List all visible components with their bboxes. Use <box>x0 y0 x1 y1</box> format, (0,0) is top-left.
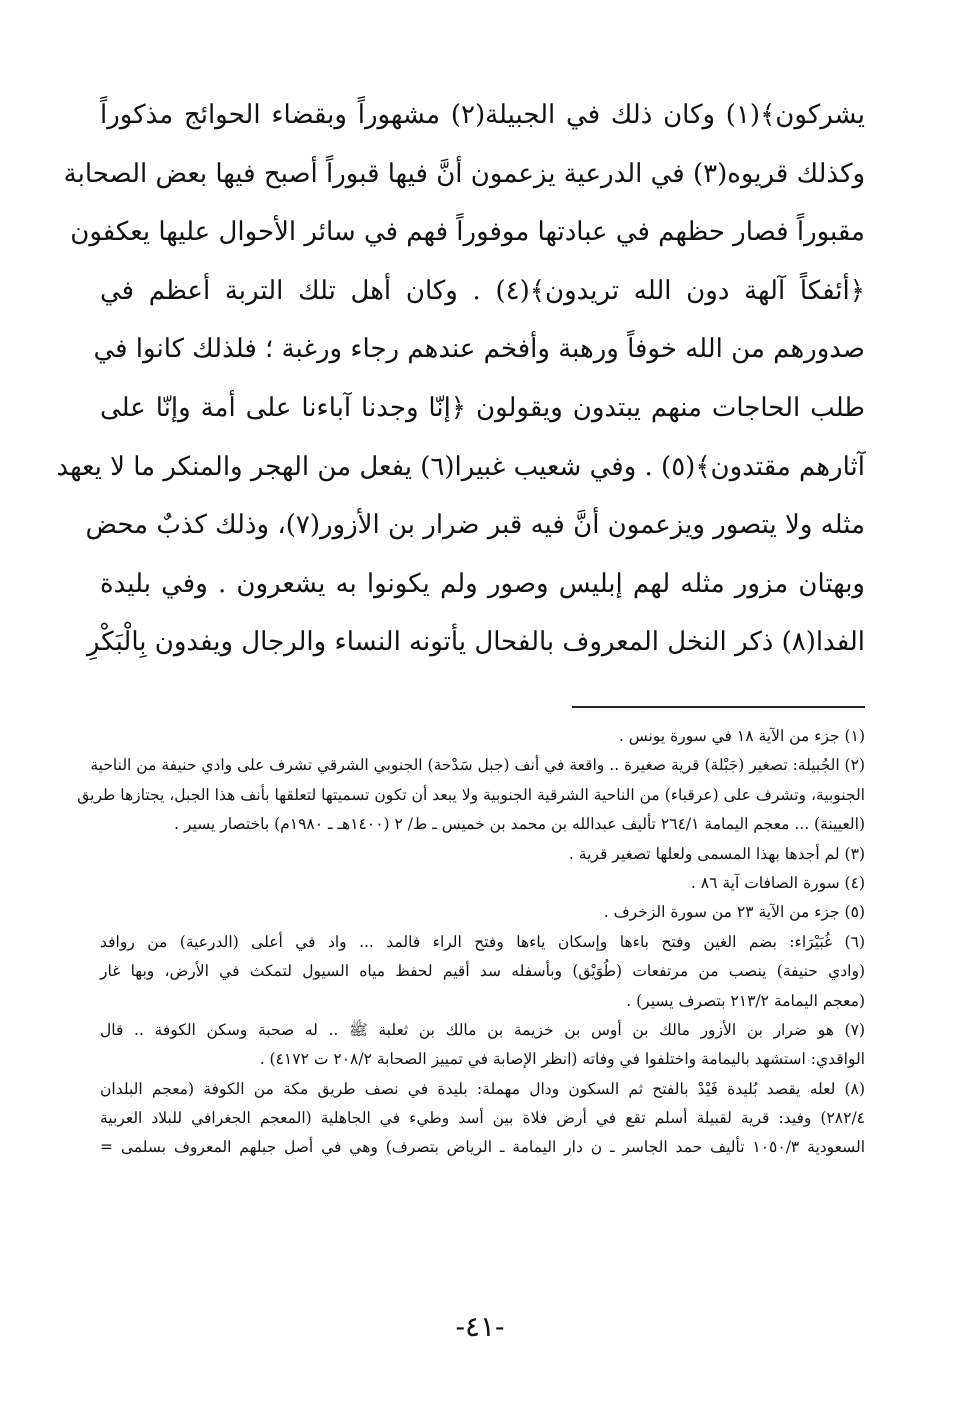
body-line: ﴿أئفكاً آلهة دون الله تريدون﴾(٤) . وكان أهل تلك التربة أعظم في <box>100 275 866 306</box>
footnote-line: (٣) لم أجدها بهذا المسمى ولعلها تصغير قرية . <box>568 844 865 863</box>
body-line: طلب الحاجات منهم يبتدون ويقولون ﴿إنّا وجدنا آباءنا على أمة وإنّا على <box>100 392 865 423</box>
body-line: وكذلك قريوه(٣) في الدرعية يزعمون أنَّ فيها قبوراً أصبح فيها بعض الصحابة <box>63 158 865 189</box>
page-number: -٤١- <box>455 1310 505 1343</box>
body-line: الفدا(٨) ذكر النخل المعروف بالفحال يأتونه النساء والرجال ويفدون بِالْبَكْرِ <box>86 627 865 658</box>
footnote-line: (٥) جزء من الآية ٢٣ من سورة الزخرف . <box>603 903 865 922</box>
footnote-line: (٢) الجُبيلة: تصغير (جَبْلة) قرية صغيرة .. واقعة في أنف (جبل سَدْحة) الجنوبي الشرقي تشرف على وادي حنيفة من الناحية <box>90 756 865 775</box>
footnote-line: (العيينة) ... معجم اليمامة ٢٦٤/١ تأليف عبدالله بن محمد بن خميس ـ ط/ ٢ (١٤٠٠هـ ـ ١٩٨٠م) باختصار يسير . <box>174 815 865 834</box>
body-line: يشركون﴾(١) وكان ذلك في الجبيلة(٢) مشهوراً وبقضاء الحوائج مذكوراً <box>100 100 865 130</box>
footnote-line: (وادي حنيفة) ينصب من مرتفعات (طُوَيْق) وبأسفله سد أقيم لحفظ مياه السيول لتمكث في الأرض، وبها غار <box>100 962 865 981</box>
main-text <box>56 86 866 672</box>
footnote-line: (معجم اليمامة ٢١٣/٢ بتصرف يسير) . <box>626 991 865 1010</box>
footnote-separator <box>572 706 865 708</box>
footnote-line: ٢٨٢/٤) وفيد: قرية لقبيلة أسلم تقع في أرض فلاة بين أسد وطيء في الجاهلية (المعجم الجغرافي للبلاد العربية <box>100 1109 865 1128</box>
body-line: صدورهم من الله خوفاً ورهبة وأفخم عندهم رجاء ورغبة ؛ فلذلك كانوا في <box>93 334 865 365</box>
body-line: مقبوراً فصار حظهم في عبادتها موفوراً فهم في سائر الأحوال عليها يعكفون <box>70 217 865 248</box>
footnote-line: (٧) هو ضرار بن الأزور مالك بن أوس بن خزيمة بن مالك بن ثعلبة ﷺ .. له صحبة وسكن الكوفة .. قال <box>100 1020 865 1039</box>
footnote-line: (٦) غُبَيْرَاء: بضم الغين وفتح باءها وإسكان ياءها وفتح الراء فالمد ... واد في أعلى (الدرعية) من روافد <box>100 932 865 951</box>
footnote-line: (١) جزء من الآية ١٨ في سورة يونس . <box>618 727 865 745</box>
body-line: وبهتان مزور مثله لهم إبليس وصور ولم يكونوا به يشعرون . وفي بليدة <box>100 568 865 599</box>
body-line: مثله ولا يتصور ويزعمون أنَّ فيه قبر ضرار بن الأزور(٧)، وذلك كذبٌ محض <box>85 510 865 541</box>
footnotes <box>77 722 865 1163</box>
footnote-line: (٤) سورة الصافات آية ٨٦ . <box>690 873 865 892</box>
footnote-line: الواقدي: استشهد باليمامة واختلفوا في وفاته (انظر الإصابة في تمييز الصحابة ٢٠٨/٢ ت ٤١٧٢) . <box>259 1050 865 1069</box>
footnote-line: السعودية ١٠٥٠/٣ تأليف حمد الجاسر ـ ن دار اليمامة ـ الرياض بتصرف) وهي في أصل جبلهم المعروف بسلمى = <box>100 1138 865 1157</box>
body-line: آثارهم مقتدون﴾(٥) . وفي شعيب غبيرا(٦) يفعل من الهجر والمنكر ما لا يعهد <box>56 451 865 482</box>
footnote-line: الجنوبية، وتشرف على (عرقباء) من الناحية الشرقية الجنوبية ولا يبعد أن تكون تسميتها لتعلقها بأنف هذا الجبل، يجتازها طريق <box>77 785 865 804</box>
footnote-line: (٨) لعله يقصد بُليدة فَيْدْ بالفتح ثم السكون ودال مهملة: بليدة في نصف طريق مكة من الكوفة (معجم البلدان <box>100 1079 865 1098</box>
